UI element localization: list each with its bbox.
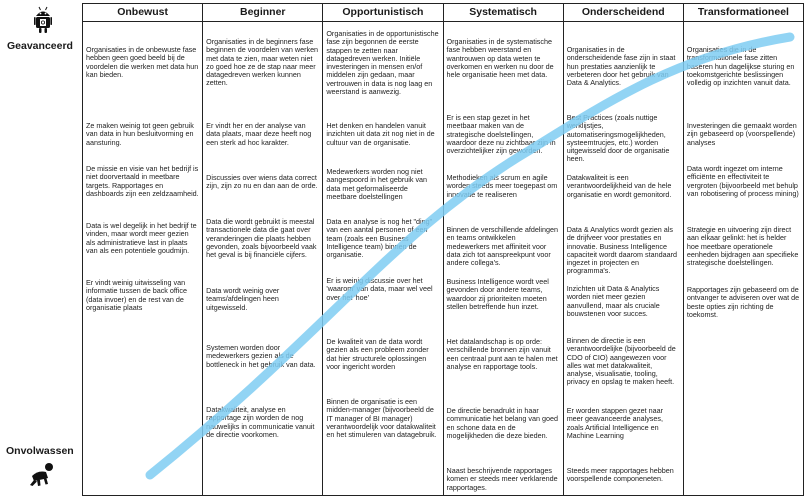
column-header: Transformationeel — [684, 4, 803, 22]
column-header: Onderscheidend — [564, 4, 683, 22]
column-item: Data is wel degelijk in het bedrijf te vinden, maar wordt meer gezien als administratieve last in plaats van als een potentiele goudmijn. — [86, 221, 197, 255]
column-item: Naast beschrijvende rapportages komen er steeds meer verklarende rapportages. — [446, 466, 558, 492]
column-item: De kwaliteit van de data wordt gezien als een probleem zonder dat hier structurele oplossingen voor ingericht worden — [326, 337, 429, 371]
column-header: Beginner — [203, 4, 322, 22]
column-item: Methodieken als scrum en agile worden steeds meer toegepast om innovatie te realiseren — [446, 173, 558, 199]
column-header: Opportunistisch — [323, 4, 442, 22]
column-opportunistisch — [323, 4, 443, 495]
crawling-baby-icon — [28, 462, 56, 493]
column-onderscheidend — [564, 4, 684, 495]
column-systematisch — [444, 4, 564, 495]
column-transformationeel — [684, 4, 803, 495]
column-item: Organisaties in de onderscheidende fase zijn in staat hun prestaties aanzienlijk te verbeteren door het gebruik van Data & Analytics. — [566, 45, 676, 88]
column-item: Binnen de directie is een verantwoordelijke (bijvoorbeeld de CDO of CIO) aangewezen voor alles wat met datakwaliteit, analyse, visualisatie, tooling, privacy en opslag te maken heeft. — [566, 336, 676, 387]
column-item: Strategie en uitvoering zijn direct aan elkaar gelinkt: het is helder hoe meetbare operationele eenheden bijdragen aan specifieke strategische doelstellingen. — [686, 225, 799, 268]
column-item: De directie benadrukt in haar communicatie het belang van goed en schone data en de mogelijkheden die deze bieden. — [446, 406, 558, 440]
column-item: Er worden stappen gezet naar meer geavanceerde analyses, zoals Artificial Intelligence en Machine Learning — [566, 406, 663, 440]
column-item: Binnen de verschillende afdelingen en teams ontwikkelen medewerkers met affiniteit voor data zich tot aanspreekpunt voor andere collega's. — [446, 225, 559, 268]
column-item: Er vindt her en der analyse van data plaats, maar deze heeft nog een sterk ad hoc karakter. — [206, 121, 312, 147]
column-item: Er is een stap gezet in het meetbaar maken van de strategische doelstellingen, waardoor deze nu zichtbaar zijn in overzichtelijker zijn geworden. — [446, 113, 556, 156]
column-item: Organisaties in de onbewuste fase hebben geen goed beeld bij de voordelen die werken met data hun kan bieden. — [86, 45, 199, 79]
column-item: Business Intelligence wordt veel gevonden door andere teams, waardoor zij prioriteiten moeten stellen betreffende hun inzet. — [446, 277, 549, 311]
column-item: De missie en visie van het bedrijf is niet doorvertaald in meetbare targets. Rapportages en dashboards zijn een zeldzaamheid. — [86, 164, 199, 198]
column-item: Inzichten uit Data & Analytics worden niet meer gezien aanvullend, maar als cruciale bouwstenen voor succes. — [566, 284, 660, 318]
column-item: Data en analyse is nog het "ding" van een aantal personen of een team (zoals een Business Intelligence team) binnen de organisatie. — [326, 217, 433, 260]
column-item: Er vindt weinig uitwisseling van informatie tussen de back office (data invoer) en de rest van de organisatie plaats — [86, 278, 187, 312]
column-item: Organisaties die in de transformationele fase zitten baseren hun dagelijkse sturing en toekomstgerichte beslissingen volledig op inzichten vanuit data. — [686, 45, 795, 88]
column-item: Data wordt ingezet om interne efficiënte en effectiviteit te vergroten (bijvoorbeeld met behulp van robotisering of process mining) — [686, 164, 799, 198]
column-item: Data & Analytics wordt gezien als de drijfveer voor prestaties en innovatie. Business Intelligence capaciteit wordt daarom standaard ingezet in projecten en programma's. — [566, 225, 677, 276]
column-item: Het datalandschap is op orde: verschillende bronnen zijn vanuit een centraal punt aan te halen met analyse en rapportage tools. — [446, 337, 558, 371]
maturity-axis — [0, 0, 82, 500]
column-header: Onbewust — [83, 4, 202, 22]
axis-bottom-label: Onvolwassen — [6, 445, 74, 457]
column-item: Organisaties in de beginners fase beginnen de voordelen van werken met data te zien, maar weten niet zo goed hoe ze de stap naar meer datagedreven werken kunnen zetten. — [206, 37, 319, 88]
column-item: Datakwaliteit is een verantwoordelijkheid van de hele organisatie en wordt gemonitord. — [566, 173, 672, 199]
column-item: Het denken en handelen vanuit inzichten uit data zit nog niet in de cultuur van de organisatie. — [326, 121, 435, 147]
axis-top-label: Geavanceerd — [7, 40, 73, 52]
column-item: Rapportages zijn gebaseerd om de ontvanger te adviseren over wat de beste opties zijn richting de toekomst. — [686, 285, 800, 319]
column-item: Organisaties in de opportunistische fase zijn begonnen de eerste stappen te zetten naar datagedreven werken. Initiële investeringen in mensen en/of middelen zijn gedaan, maar vertrouwen in data is nog laag en weerstand is aanwezig. — [326, 29, 439, 97]
maturity-table — [82, 3, 804, 496]
column-item: Er is weinig discussie over het 'waarom' van data, maar wel veel over het 'hoe' — [326, 276, 433, 302]
column-beginner — [203, 4, 323, 495]
column-item: Steeds meer rapportages hebben voorspellende componeneten. — [566, 466, 674, 484]
column-item: Data wordt weinig over teams/afdelingen heen uitgewisseld. — [206, 286, 280, 312]
column-item: Organisaties in de systematische fase hebben weerstand en wantrouwen op data weten te overkomen en werken nu door de hele organisatie heen met data. — [446, 37, 554, 80]
column-item: Discussies over wiens data correct zijn, zijn zo nu en dan aan de orde. — [206, 173, 318, 191]
column-item: Medewerkers worden nog niet aangespoord in het gebruik van data met geformaliseerde meetbare doelstellingen — [326, 167, 428, 201]
column-item: Ze maken weinig tot geen gebruik van data in hun besluitvorming en aansturing. — [86, 121, 194, 147]
column-header: Systematisch — [444, 4, 563, 22]
column-onbewust — [83, 4, 203, 495]
column-item: Systemen worden door medewerkers gezien als de bottleneck in het gebruik van data. — [206, 343, 316, 369]
android-robot-icon — [34, 6, 52, 39]
column-item: Data die wordt gebruikt is meestal transactionele data die gaat over veranderingen die plaats hebben gevonden, zoals bijvoorbeeld vaak het geval is bij financiële cijfers. — [206, 217, 317, 260]
column-item: Investeringen die gemaakt worden zijn gebaseerd op (voorspellende) analyses — [686, 121, 797, 147]
column-item: Binnen de organisatie is een midden-manager (bijvoorbeeld de IT manager of BI manager) verantwoordelijk voor datakwaliteit en het stimuleren van datagebruik. — [326, 397, 437, 440]
column-item: Datakwaliteit, analyse en rapportage zijn worden de nog nauwelijks in communicatie vanuit de directie voorkomen. — [206, 405, 315, 439]
column-item: Best Practices (zoals nuttige werklijstjes, automatiseringsmogelijkheden, systeemtrucjes, etc.) worden uitgewisseld door de organisatie heen. — [566, 113, 670, 164]
